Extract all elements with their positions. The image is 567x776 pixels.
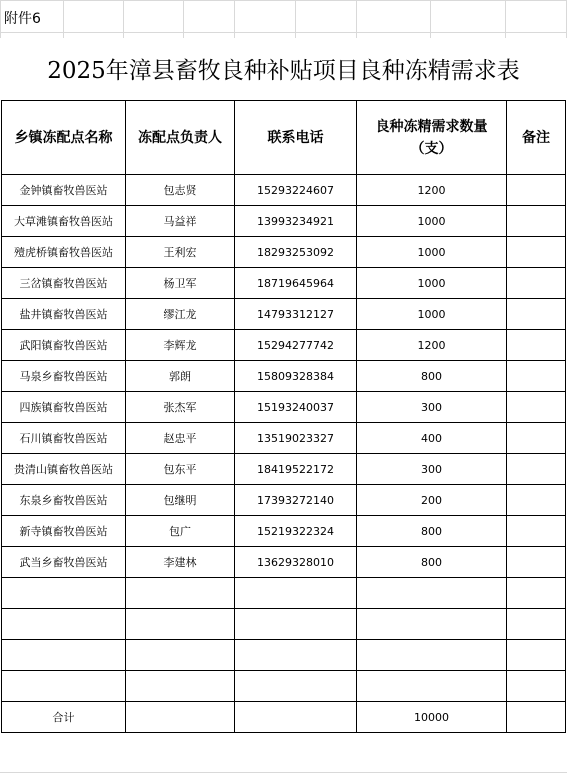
remark-cell <box>507 361 566 392</box>
phone-cell <box>235 671 357 702</box>
quantity-cell: 800 <box>357 547 507 578</box>
remark-cell <box>507 423 566 454</box>
quantity-cell: 1000 <box>357 268 507 299</box>
person-cell: 王利宏 <box>126 237 235 268</box>
quantity-cell: 1200 <box>357 330 507 361</box>
person-cell <box>126 640 235 671</box>
total-empty-cell <box>507 702 566 733</box>
table-row <box>2 361 566 392</box>
phone-cell <box>235 640 357 671</box>
person-cell: 赵忠平 <box>126 423 235 454</box>
attachment-label: 附件6 <box>4 8 43 28</box>
station-name-cell: 武阳镇畜牧兽医站 <box>2 330 126 361</box>
station-name-cell: 金钟镇畜牧兽医站 <box>2 175 126 206</box>
table-body <box>2 175 566 702</box>
remark-cell <box>507 237 566 268</box>
phone-cell: 15294277742 <box>235 330 357 361</box>
phone-cell: 18419522172 <box>235 454 357 485</box>
table-row <box>2 547 566 578</box>
person-cell: 包继明 <box>126 485 235 516</box>
remark-cell <box>507 671 566 702</box>
station-name-cell: 殪虎桥镇畜牧兽医站 <box>2 237 126 268</box>
station-name-cell: 四族镇畜牧兽医站 <box>2 392 126 423</box>
header-phone: 联系电话 <box>235 101 357 175</box>
remark-cell <box>507 330 566 361</box>
station-name-cell: 大草滩镇畜牧兽医站 <box>2 206 126 237</box>
header-remark: 备注 <box>507 101 566 175</box>
phone-cell: 13629328010 <box>235 547 357 578</box>
station-name-cell <box>2 671 126 702</box>
header-quantity: 良种冻精需求数量（支） <box>357 101 507 175</box>
person-cell: 郭朗 <box>126 361 235 392</box>
table-header-row <box>2 101 566 175</box>
station-name-cell: 东泉乡畜牧兽医站 <box>2 485 126 516</box>
remark-cell <box>507 609 566 640</box>
table-row <box>2 640 566 671</box>
table-row <box>2 485 566 516</box>
station-name-cell: 贵清山镇畜牧兽医站 <box>2 454 126 485</box>
table-row <box>2 516 566 547</box>
quantity-cell <box>357 609 507 640</box>
quantity-cell: 800 <box>357 361 507 392</box>
quantity-cell <box>357 640 507 671</box>
remark-cell <box>507 454 566 485</box>
total-row <box>2 702 566 733</box>
phone-cell: 13519023327 <box>235 423 357 454</box>
remark-cell <box>507 299 566 330</box>
quantity-cell <box>357 578 507 609</box>
station-name-cell: 盐井镇畜牧兽医站 <box>2 299 126 330</box>
quantity-cell: 1200 <box>357 175 507 206</box>
table-row <box>2 609 566 640</box>
phone-cell: 14793312127 <box>235 299 357 330</box>
document-title: 2025年漳县畜牧良种补贴项目良种冻精需求表 <box>47 58 520 84</box>
station-name-cell: 武当乡畜牧兽医站 <box>2 547 126 578</box>
total-empty-cell <box>235 702 357 733</box>
total-quantity: 10000 <box>357 702 507 733</box>
station-name-cell: 马泉乡畜牧兽医站 <box>2 361 126 392</box>
phone-cell <box>235 609 357 640</box>
person-cell: 包广 <box>126 516 235 547</box>
remark-cell <box>507 485 566 516</box>
table-row <box>2 392 566 423</box>
table-row <box>2 175 566 206</box>
phone-cell: 13993234921 <box>235 206 357 237</box>
person-cell: 杨卫军 <box>126 268 235 299</box>
table-row <box>2 268 566 299</box>
remark-cell <box>507 640 566 671</box>
total-empty-cell <box>126 702 235 733</box>
person-cell: 李建林 <box>126 547 235 578</box>
person-cell: 张杰军 <box>126 392 235 423</box>
demand-table <box>1 100 566 733</box>
person-cell: 缪江龙 <box>126 299 235 330</box>
table-row <box>2 454 566 485</box>
remark-cell <box>507 206 566 237</box>
station-name-cell <box>2 640 126 671</box>
table-row <box>2 578 566 609</box>
station-name-cell: 新寺镇畜牧兽医站 <box>2 516 126 547</box>
person-cell: 马益祥 <box>126 206 235 237</box>
header-person: 冻配点负责人 <box>126 101 235 175</box>
station-name-cell <box>2 609 126 640</box>
phone-cell: 15219322324 <box>235 516 357 547</box>
phone-cell: 17393272140 <box>235 485 357 516</box>
station-name-cell: 石川镇畜牧兽医站 <box>2 423 126 454</box>
person-cell <box>126 671 235 702</box>
table-row <box>2 206 566 237</box>
table-row <box>2 330 566 361</box>
quantity-cell: 300 <box>357 454 507 485</box>
remark-cell <box>507 516 566 547</box>
remark-cell <box>507 175 566 206</box>
quantity-cell: 300 <box>357 392 507 423</box>
total-label: 合计 <box>2 702 126 733</box>
table-row <box>2 237 566 268</box>
header-station-name: 乡镇冻配点名称 <box>2 101 126 175</box>
quantity-cell: 1000 <box>357 237 507 268</box>
person-cell: 包东平 <box>126 454 235 485</box>
table-row <box>2 423 566 454</box>
person-cell <box>126 609 235 640</box>
quantity-cell: 800 <box>357 516 507 547</box>
quantity-cell: 400 <box>357 423 507 454</box>
quantity-cell: 1000 <box>357 299 507 330</box>
quantity-cell: 200 <box>357 485 507 516</box>
quantity-cell <box>357 671 507 702</box>
phone-cell: 15193240037 <box>235 392 357 423</box>
station-name-cell <box>2 578 126 609</box>
phone-cell <box>235 578 357 609</box>
table-row <box>2 671 566 702</box>
quantity-cell: 1000 <box>357 206 507 237</box>
person-cell: 包志贤 <box>126 175 235 206</box>
remark-cell <box>507 268 566 299</box>
phone-cell: 18719645964 <box>235 268 357 299</box>
phone-cell: 15293224607 <box>235 175 357 206</box>
table-row <box>2 299 566 330</box>
person-cell: 李辉龙 <box>126 330 235 361</box>
remark-cell <box>507 392 566 423</box>
phone-cell: 15809328384 <box>235 361 357 392</box>
remark-cell <box>507 547 566 578</box>
remark-cell <box>507 578 566 609</box>
person-cell <box>126 578 235 609</box>
phone-cell: 18293253092 <box>235 237 357 268</box>
station-name-cell: 三岔镇畜牧兽医站 <box>2 268 126 299</box>
